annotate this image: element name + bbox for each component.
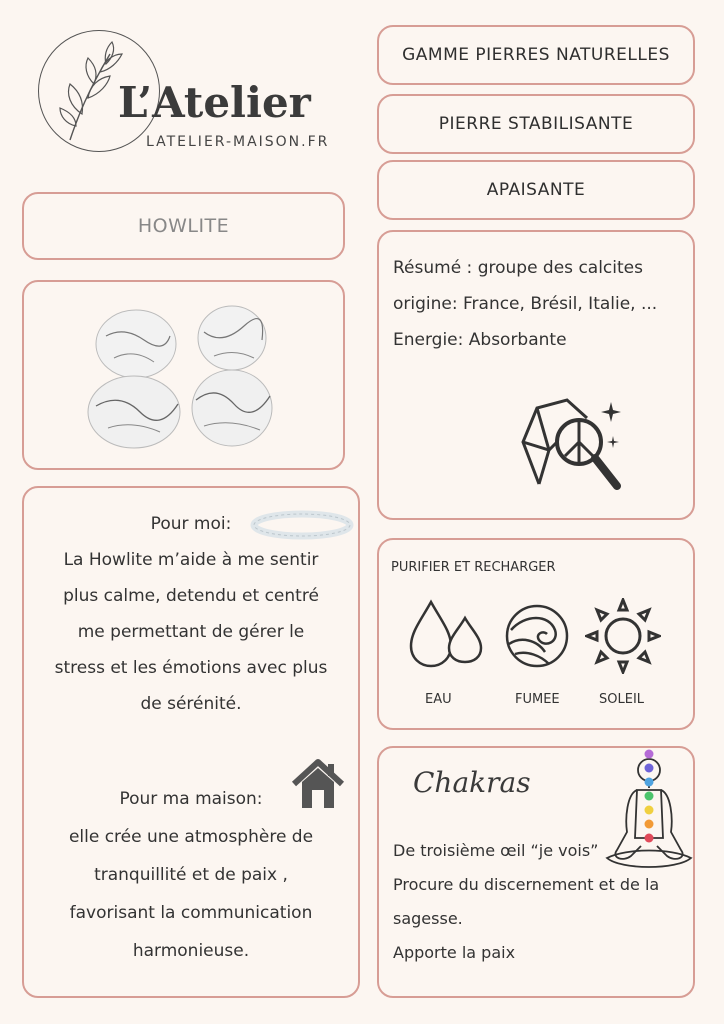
benefits-card xyxy=(22,486,360,998)
purify-card xyxy=(377,538,695,730)
stone-name: HOWLITE xyxy=(22,192,345,260)
pour-moi-heading: Pour moi: xyxy=(32,506,350,542)
purify-label-fumee: FUMEE xyxy=(515,692,560,707)
pour-maison-line: favorisant la communication xyxy=(69,903,313,923)
chakra-line: sagesse. xyxy=(393,909,463,928)
chakra-line: Procure du discernement et de la xyxy=(393,875,660,894)
brand-url: LATELIER-MAISON.FR xyxy=(146,134,330,150)
pour-maison-line: tranquillité et de paix , xyxy=(94,865,288,885)
chakra-dot xyxy=(645,820,654,829)
pour-moi-line: de sérénité. xyxy=(140,694,242,714)
summary-card xyxy=(377,230,695,520)
pour-maison-heading: Pour ma maison: xyxy=(32,780,350,818)
smoke-icon xyxy=(501,600,573,672)
chakra-line: Apporte la paix xyxy=(393,943,516,962)
tag-stabilizing: PIERRE STABILISANTE xyxy=(377,94,695,154)
brand-logo xyxy=(38,30,338,150)
pour-moi-line: La Howlite m’aide à me sentir xyxy=(63,550,319,570)
chakra-dot xyxy=(645,778,654,787)
purify-label-eau: EAU xyxy=(425,692,452,707)
purify-title: PURIFIER ET RECHARGER xyxy=(391,560,556,575)
chakra-dot xyxy=(645,750,654,759)
howlite-stones-image xyxy=(84,296,284,456)
pour-moi-line: plus calme, detendu et centré xyxy=(63,586,319,606)
summary-line: origine: France, Brésil, Italie, ... xyxy=(393,294,658,314)
tag-range: GAMME PIERRES NATURELLES xyxy=(377,25,695,85)
chakra-dot xyxy=(645,764,654,773)
summary-line: Résumé : groupe des calcites xyxy=(393,258,643,278)
house-icon xyxy=(290,758,346,810)
purify-label-soleil: SOLEIL xyxy=(599,692,645,707)
chakra-dot xyxy=(645,806,654,815)
chakra-dot xyxy=(645,792,654,801)
water-drops-icon xyxy=(407,596,487,676)
chakras-card xyxy=(377,746,695,998)
pour-maison-line: harmonieuse. xyxy=(132,941,250,961)
crystal-magnifier-icon xyxy=(517,392,627,502)
pour-moi-line: stress et les émotions avec plus xyxy=(54,658,328,678)
stone-image-card xyxy=(22,280,345,470)
pour-maison-line: elle crée une atmosphère de xyxy=(68,827,314,847)
brand-name: L’Atelier xyxy=(118,78,311,127)
chakras-title: Chakras xyxy=(413,766,531,799)
sun-icon xyxy=(585,598,661,674)
pour-moi-line: me permettant de gérer le xyxy=(77,622,305,642)
bracelet-icon xyxy=(250,508,354,542)
tag-soothing: APAISANTE xyxy=(377,160,695,220)
chakra-line: De troisième œil “je vois” xyxy=(393,841,599,860)
summary-line: Energie: Absorbante xyxy=(393,330,567,350)
